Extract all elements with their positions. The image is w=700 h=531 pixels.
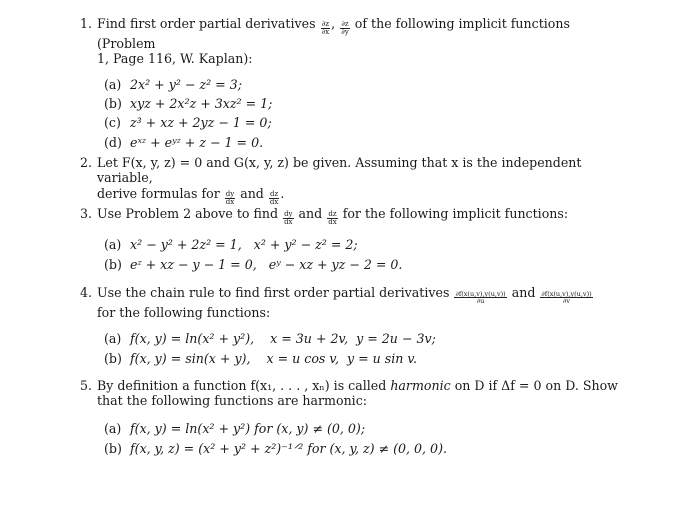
- period: .: [280, 185, 285, 201]
- statement-text: and: [511, 285, 536, 300]
- fraction-dy-dx: [283, 211, 293, 226]
- problem-number: 1.: [80, 16, 93, 31]
- fraction-numerator: dy: [284, 210, 293, 218]
- part-expression: f(x, y) = sin(x + y), x = u cos v, y = u sin v.: [130, 351, 418, 367]
- fraction-numerator: ∂z: [321, 20, 330, 28]
- problem-3: [80, 206, 620, 273]
- part-label: (a): [104, 76, 122, 92]
- part-label: (a): [104, 237, 122, 252]
- parts-list: [104, 421, 620, 457]
- statement-text: for the following implicit functions:: [342, 206, 569, 221]
- part-expression: 2x² + y² − z² = 3;: [130, 76, 242, 92]
- statement-text: that the following functions are harmonic:: [97, 393, 368, 409]
- fraction-denominator: ∂v: [563, 297, 571, 305]
- parts-list: [104, 331, 620, 367]
- statement-text: on D if Δf = 0 on D. Show: [454, 378, 618, 393]
- part-b: [104, 257, 620, 272]
- problem-statement: [97, 206, 620, 226]
- part-label: (a): [104, 420, 122, 436]
- part-expression: f(x, y) = ln(x² + y²) for (x, y) ≠ (0, 0);: [130, 420, 366, 436]
- part-b: [104, 351, 620, 366]
- problem-2: [80, 155, 620, 206]
- part-label: (b): [104, 96, 122, 112]
- statement-text: By definition a function f(x₁, . . . , xₙ) is called: [97, 378, 387, 393]
- part-a: [104, 331, 620, 346]
- part-expression: z³ + xz + 2yz − 1 = 0;: [130, 115, 272, 131]
- part-c: [104, 115, 620, 130]
- fraction-denominator: dx: [328, 218, 337, 226]
- statement-text: of the following implicit functions (Problem: [97, 16, 570, 51]
- fraction-denominator: dx: [284, 218, 293, 226]
- statement-text: Let F(x, y, z) = 0 and G(x, y, z) be given. Assuming that x is the independent variable,: [97, 155, 582, 186]
- problem-number: 5.: [80, 378, 93, 393]
- fraction-denominator: ∂x: [321, 28, 330, 36]
- parts-list: [104, 77, 620, 150]
- part-expression: x² − y² + 2z² = 1, x² + y² − z² = 2;: [130, 237, 358, 252]
- part-label: (d): [104, 134, 122, 150]
- part-expression: f(x, y) = ln(x² + y²), x = 3u + 2v, y = 2u − 3v;: [130, 330, 436, 346]
- fraction-df-du: [454, 291, 506, 305]
- statement-text: and: [298, 206, 323, 221]
- fraction-denominator: dx: [269, 197, 279, 206]
- problem-5: [80, 378, 620, 456]
- fraction-dz-dx: [269, 191, 279, 206]
- part-label: (b): [104, 257, 122, 273]
- fraction-dz-dx: [321, 21, 331, 36]
- part-d: [104, 135, 620, 150]
- fraction-numerator: ∂f(x(u,v),y(u,v)): [541, 289, 592, 298]
- fraction-dy-dx: [225, 191, 235, 206]
- problem-statement: [97, 285, 620, 320]
- part-expression: eᶻ + xz − y − 1 = 0, eʸ − xz + yz − 2 = 0.: [130, 257, 403, 273]
- problem-1: [80, 16, 620, 150]
- statement-text: Use Problem 2 above to find: [97, 206, 279, 221]
- statement-text: for the following functions:: [97, 304, 271, 320]
- fraction-df-dv: [540, 291, 592, 305]
- part-expression: eˣᶻ + eʸᶻ + z − 1 = 0.: [130, 134, 264, 150]
- part-b: [104, 96, 620, 111]
- problem-4: [80, 285, 620, 367]
- emphasized-term: harmonic: [390, 378, 451, 393]
- statement-text: Use the chain rule to find first order partial derivatives: [97, 285, 450, 300]
- part-label: (a): [104, 330, 122, 346]
- part-b: [104, 441, 620, 456]
- statement-text: 1, Page 116, W. Kaplan):: [97, 51, 253, 67]
- parts-list: [104, 237, 620, 273]
- statement-text: Find first order partial derivatives: [97, 16, 316, 31]
- part-expression: xyz + 2x²z + 3xz² = 1;: [130, 96, 273, 112]
- fraction-dz-dx: [327, 211, 337, 226]
- statement-text: and: [240, 185, 264, 201]
- fraction-denominator: ∂u: [476, 297, 485, 305]
- statement-text: derive formulas for: [97, 185, 220, 201]
- problem-statement: [97, 16, 620, 67]
- problem-number: 3.: [80, 206, 93, 221]
- comma: ,: [331, 16, 336, 31]
- fraction-numerator: ∂z: [341, 20, 349, 28]
- part-label: (b): [104, 351, 122, 367]
- problem-number: 4.: [80, 285, 93, 300]
- fraction-numerator: dz: [328, 210, 337, 218]
- part-expression: f(x, y, z) = (x² + y² + z²)⁻¹ᐟ² for (x, y, z) ≠ (0, 0, 0).: [130, 441, 447, 457]
- problem-number: 2.: [80, 155, 93, 170]
- fraction-numerator: ∂f(x(u,v),y(u,v)): [455, 289, 506, 298]
- part-a: [104, 77, 620, 92]
- fraction-denominator: ∂y: [341, 28, 349, 36]
- fraction-dz-dy: [340, 21, 350, 36]
- fraction-numerator: dy: [225, 189, 235, 198]
- fraction-numerator: dz: [270, 189, 279, 198]
- problem-statement: [97, 155, 620, 206]
- problem-statement: [97, 378, 620, 409]
- fraction-denominator: dx: [225, 197, 235, 206]
- part-a: [104, 237, 620, 252]
- part-label: (b): [104, 441, 122, 457]
- part-a: [104, 421, 620, 436]
- part-label: (c): [104, 115, 121, 131]
